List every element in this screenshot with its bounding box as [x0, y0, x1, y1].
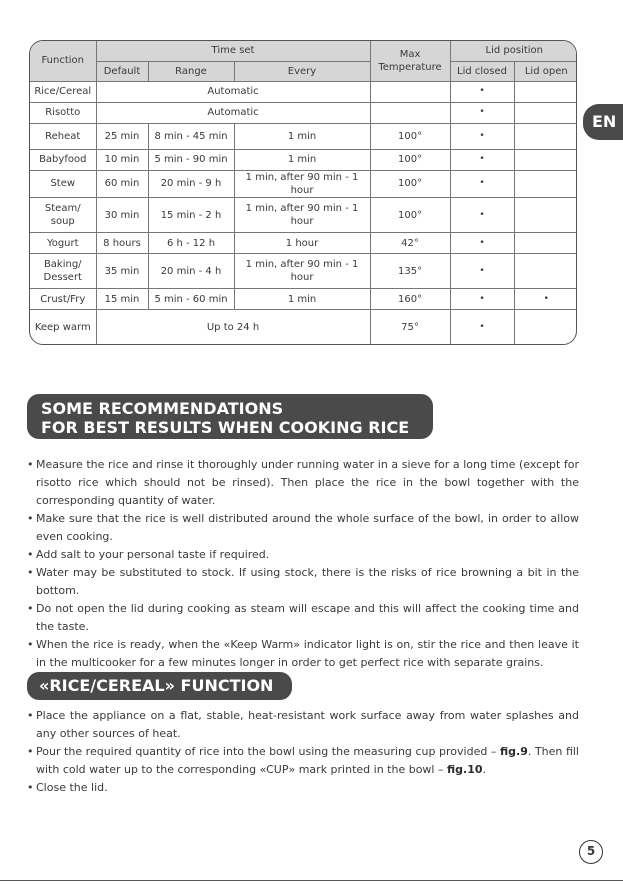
list-item: • Close the lid.: [27, 779, 579, 797]
cell-range: 20 min - 4 h: [148, 254, 234, 289]
cell-lid-open: [514, 102, 577, 123]
section-heading-line2: FOR BEST RESULTS WHEN COOKING RICE: [41, 418, 410, 437]
cell-range: 5 min - 90 min: [148, 149, 234, 170]
cell-function: Reheat: [30, 123, 96, 149]
cell-default: 8 hours: [96, 233, 148, 254]
figure-reference-10: fig.10: [446, 763, 483, 776]
cell-range: 5 min - 60 min: [148, 289, 234, 310]
cell-max-temperature: 135°: [370, 254, 450, 289]
cell-max-temperature: [370, 81, 450, 102]
list-item: • Water may be substituted to stock. If using stock, there is the risks of rice browning a bit in the bottom.: [27, 566, 579, 597]
header-lid-open: Lid open: [514, 61, 577, 81]
cell-every: 1 min: [234, 149, 370, 170]
cell-max-temperature: 100°: [370, 170, 450, 197]
cell-range: 15 min - 2 h: [148, 197, 234, 232]
header-function: Function: [30, 41, 96, 81]
cell-every: 1 min, after 90 min - 1 hour: [234, 170, 370, 197]
cell-every: 1 min, after 90 min - 1 hour: [234, 197, 370, 232]
cell-function: Babyfood: [30, 149, 96, 170]
table-row: [30, 81, 577, 102]
table-row: [30, 102, 577, 123]
cell-default: 25 min: [96, 123, 148, 149]
cell-lid-open: [514, 310, 577, 344]
rice-cereal-instructions-list: [27, 707, 579, 797]
language-tab: EN: [583, 104, 623, 140]
bullet-icon: •: [27, 548, 34, 561]
cell-max-temperature: 100°: [370, 197, 450, 232]
list-item: • Pour the required quantity of rice into the bowl using the measuring cup provided – fig.9. Then fill with cold water up to the corresponding «CUP» mark printed in the bowl – fig.10.: [27, 745, 579, 776]
bottom-divider: [0, 880, 623, 881]
cell-max-temperature: 100°: [370, 123, 450, 149]
cell-max-temperature: 42°: [370, 233, 450, 254]
cell-time-merged: Automatic: [96, 81, 370, 102]
cell-function: Risotto: [30, 102, 96, 123]
cell-max-temperature: 160°: [370, 289, 450, 310]
cell-lid-open: [514, 170, 577, 197]
bullet-icon: •: [27, 512, 34, 525]
cell-function: Crust/Fry: [30, 289, 96, 310]
cell-lid-open: [514, 254, 577, 289]
cell-range: 6 h - 12 h: [148, 233, 234, 254]
figure-reference-9: fig.9: [500, 745, 528, 758]
cell-lid-closed: •: [450, 197, 514, 232]
cell-lid-closed: •: [450, 81, 514, 102]
cell-lid-open: [514, 149, 577, 170]
table-row: [30, 289, 577, 310]
table-row: [30, 149, 577, 170]
cell-every: 1 hour: [234, 233, 370, 254]
bullet-icon: •: [27, 602, 34, 615]
header-lid-closed: Lid closed: [450, 61, 514, 81]
cell-every: 1 min: [234, 289, 370, 310]
list-item: • When the rice is ready, when the «Keep Warm» indicator light is on, stir the rice and then leave it in the multicooker for a few minutes longer in order to get perfect rice with separate grains.: [27, 638, 579, 669]
header-default: Default: [96, 61, 148, 81]
cell-function: Keep warm: [30, 310, 96, 344]
bullet-icon: •: [27, 709, 34, 722]
cell-range: 20 min - 9 h: [148, 170, 234, 197]
table-row: [30, 233, 577, 254]
section-heading-recommendations: [27, 394, 433, 439]
table-row: [30, 170, 577, 197]
table-subheader-row: [30, 61, 577, 81]
cell-lid-open: [514, 81, 577, 102]
functions-table: [30, 41, 577, 344]
table-header-row: [30, 41, 577, 61]
cell-lid-open: •: [514, 289, 577, 310]
table-row: [30, 254, 577, 289]
cell-every: 1 min, after 90 min - 1 hour: [234, 254, 370, 289]
cell-lid-closed: •: [450, 310, 514, 344]
header-max-temperature: Max Temperature: [370, 41, 450, 81]
cell-lid-closed: •: [450, 149, 514, 170]
cell-max-temperature: 75°: [370, 310, 450, 344]
cell-lid-closed: •: [450, 254, 514, 289]
cell-time-merged: Up to 24 h: [96, 310, 370, 344]
cell-function: Stew: [30, 170, 96, 197]
recommendations-list: [27, 456, 579, 672]
cell-lid-open: [514, 123, 577, 149]
section-heading-rice-cereal: «RICE/CEREAL» FUNCTION: [27, 672, 292, 700]
cell-max-temperature: 100°: [370, 149, 450, 170]
page-number: 5: [579, 840, 603, 864]
cell-function: Baking/ Dessert: [30, 254, 96, 289]
list-item: • Do not open the lid during cooking as steam will escape and this will affect the cooking time and the taste.: [27, 602, 579, 633]
cell-time-merged: Automatic: [96, 102, 370, 123]
cell-lid-open: [514, 233, 577, 254]
cell-range: 8 min - 45 min: [148, 123, 234, 149]
bullet-icon: •: [27, 458, 34, 471]
header-range: Range: [148, 61, 234, 81]
header-time-set: Time set: [96, 41, 370, 61]
table-row: [30, 197, 577, 232]
cell-lid-closed: •: [450, 123, 514, 149]
bullet-icon: •: [27, 745, 34, 758]
cell-lid-closed: •: [450, 289, 514, 310]
cell-default: 30 min: [96, 197, 148, 232]
cell-function: Yogurt: [30, 233, 96, 254]
cell-function: Rice/Cereal: [30, 81, 96, 102]
cell-default: 10 min: [96, 149, 148, 170]
cell-lid-closed: •: [450, 170, 514, 197]
section-heading-line1: SOME RECOMMENDATIONS: [41, 399, 284, 418]
bullet-icon: •: [27, 566, 34, 579]
cooking-functions-table: [29, 40, 577, 345]
bullet-icon: •: [27, 781, 34, 794]
table-row: [30, 310, 577, 344]
cell-default: 15 min: [96, 289, 148, 310]
cell-lid-open: [514, 197, 577, 232]
cell-function: Steam/ soup: [30, 197, 96, 232]
list-item: • Place the appliance on a flat, stable, heat-resistant work surface away from water splashes and any other sources of heat.: [27, 709, 579, 740]
cell-default: 60 min: [96, 170, 148, 197]
cell-lid-closed: •: [450, 233, 514, 254]
bullet-icon: •: [27, 638, 34, 651]
header-every: Every: [234, 61, 370, 81]
cell-every: 1 min: [234, 123, 370, 149]
cell-max-temperature: [370, 102, 450, 123]
cell-default: 35 min: [96, 254, 148, 289]
table-row: [30, 123, 577, 149]
cell-lid-closed: •: [450, 102, 514, 123]
header-lid-position: Lid position: [450, 41, 577, 61]
list-item: • Measure the rice and rinse it thoroughly under running water in a sieve for a long time (except for risotto rice which should not be rinsed). Then place the rice in the bowl together with the corresponding quantity of water.: [27, 458, 579, 507]
list-item: • Make sure that the rice is well distributed around the whole surface of the bowl, in order to allow even cooking.: [27, 512, 579, 543]
list-item: • Add salt to your personal taste if required.: [27, 546, 579, 564]
